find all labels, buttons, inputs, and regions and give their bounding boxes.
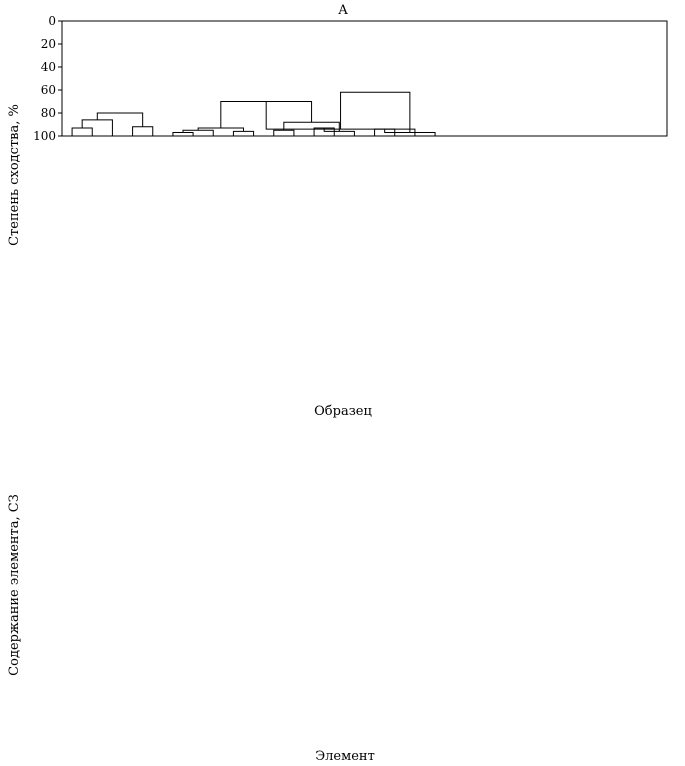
y-tick-label: 20	[40, 37, 56, 51]
y-axis-label-similarity: Степень сходства, %	[7, 104, 22, 246]
y-tick-label: 100	[33, 129, 56, 143]
dendrogram-link	[274, 130, 294, 136]
x-axis-label-element: Элемент	[315, 749, 375, 764]
y-tick-label: 40	[40, 60, 56, 74]
dendrogram-panel-a	[33, 3, 667, 143]
dendrogram-link	[341, 92, 410, 132]
y-axis-label-content: Содержание элемента, СЗ	[7, 494, 22, 676]
dendrogram-link	[233, 131, 253, 136]
dendrogram-link	[173, 133, 193, 136]
y-tick-label: 60	[40, 83, 56, 97]
y-tick-label: 80	[40, 106, 56, 120]
dendrogram-link	[72, 128, 92, 136]
x-axis-label-sample: Образец	[314, 404, 372, 419]
dendrogram-link	[183, 130, 213, 136]
dendrogram-link	[198, 128, 243, 131]
y-tick-label: 0	[48, 14, 56, 28]
panel-title: А	[338, 3, 348, 18]
plot-frame	[62, 21, 667, 136]
dendrogram-link	[133, 127, 153, 136]
